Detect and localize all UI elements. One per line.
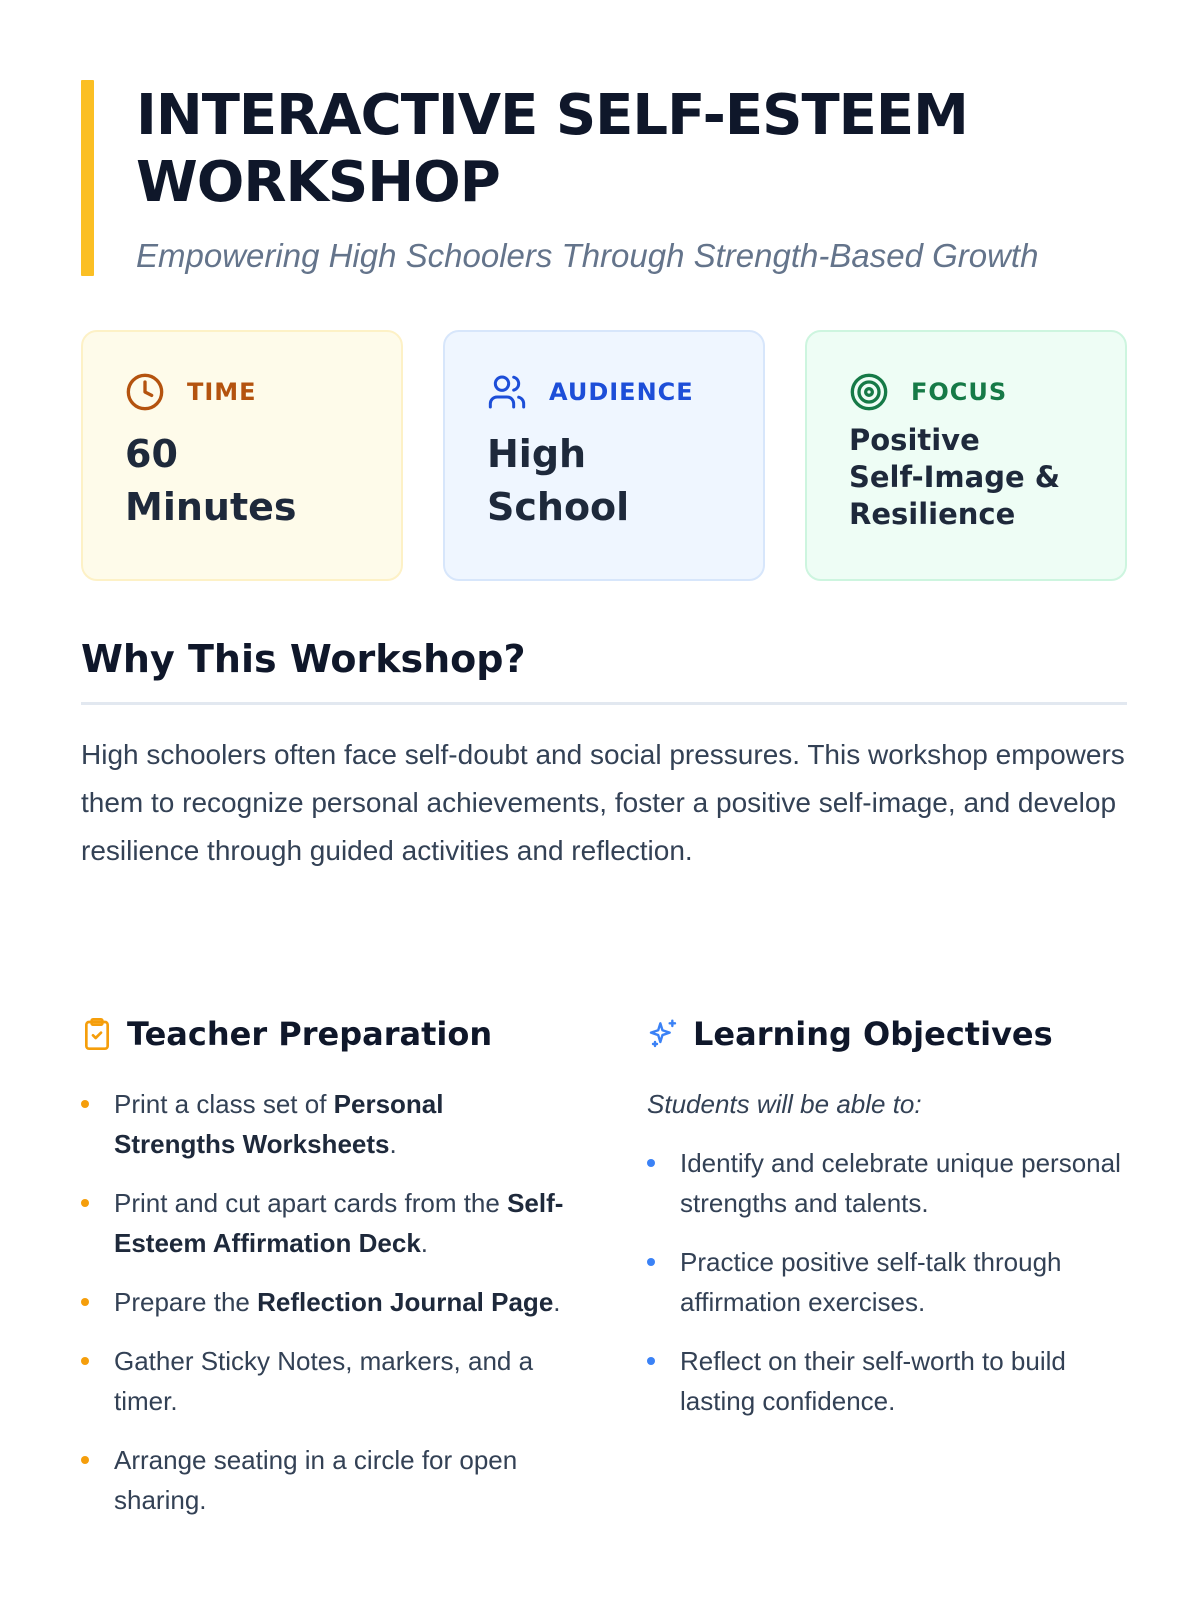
preparation-column: [81, 1010, 571, 1539]
objectives-intro: Students will be able to:: [647, 1089, 922, 1119]
users-icon: [487, 372, 527, 412]
bullet-dot: [81, 1100, 89, 1108]
list-item: [81, 1183, 571, 1263]
item-text: Print and cut apart cards from the: [114, 1188, 508, 1218]
card-time-label: TIME: [187, 378, 257, 406]
list-item: [647, 1341, 1127, 1421]
preparation-list: [81, 1084, 571, 1520]
list-item: [81, 1282, 571, 1322]
bullet-dot: [81, 1298, 89, 1306]
item-bold: Reflection Journal Page: [257, 1287, 554, 1317]
card-focus-value: Positive Self-Image & Resilience: [849, 423, 1061, 531]
clock-icon: [125, 372, 165, 412]
item-text: Identify and celebrate unique personal strengths and talents.: [680, 1148, 1121, 1218]
item-text: Print a class set of: [114, 1089, 334, 1119]
page-header: [81, 80, 1127, 276]
card-focus-label: FOCUS: [911, 378, 1008, 406]
workshop-page: [81, 80, 1127, 1515]
card-time-header: [125, 372, 361, 412]
preparation-header: [81, 1010, 571, 1058]
card-time: [81, 330, 403, 581]
objectives-list: [647, 1143, 1127, 1421]
two-column-section: [81, 1010, 1127, 1539]
page-subtitle: Empowering High Schoolers Through Strength-Based Growth: [136, 237, 1039, 274]
item-text: Arrange seating in a circle for open sharing.: [114, 1445, 518, 1515]
header-accent-bar: [81, 80, 94, 276]
target-icon: [849, 372, 889, 412]
card-audience-label: AUDIENCE: [549, 378, 694, 406]
card-audience: [443, 330, 765, 581]
list-item: [81, 1341, 571, 1421]
item-suffix: .: [389, 1129, 397, 1159]
objectives-header: [647, 1010, 1127, 1058]
list-item: [81, 1440, 571, 1520]
list-item: [647, 1143, 1127, 1223]
item-bold: Personal Strengths Worksheets: [114, 1089, 444, 1159]
objectives-title: Learning Objectives: [693, 1015, 1053, 1053]
why-text: High schoolers often face self-doubt and social pressures. This workshop empowers them to recognize personal achievements, foster a positive self-image, and develop resilience through guided activities and reflection.: [81, 739, 1125, 866]
bullet-dot: [647, 1357, 655, 1365]
why-section: [81, 635, 1127, 875]
sparkles-icon: [647, 1016, 679, 1052]
card-audience-value: High School: [487, 432, 630, 529]
card-focus-header: [849, 372, 1085, 412]
item-text: Prepare the: [114, 1287, 258, 1317]
page-title: INTERACTIVE SELF-ESTEEM WORKSHOP: [136, 83, 968, 215]
bullet-dot: [81, 1456, 89, 1464]
item-text: Practice positive self-talk through affirmation exercises.: [680, 1247, 1062, 1317]
bullet-dot: [647, 1258, 655, 1266]
card-audience-header: [487, 372, 723, 412]
bullet-dot: [647, 1159, 655, 1167]
bullet-dot: [81, 1199, 89, 1207]
preparation-title: Teacher Preparation: [127, 1015, 493, 1053]
objectives-column: [647, 1010, 1127, 1539]
list-item: [647, 1242, 1127, 1322]
item-suffix: .: [553, 1287, 561, 1317]
item-text: Reflect on their self-worth to build lasting confidence.: [680, 1346, 1066, 1416]
bullet-dot: [81, 1357, 89, 1365]
item-suffix: .: [420, 1228, 429, 1258]
list-item: [81, 1084, 571, 1164]
why-title: Why This Workshop?: [81, 637, 526, 681]
item-text: Gather Sticky Notes, markers, and a timer.: [114, 1346, 534, 1416]
card-time-value: 60 Minutes: [125, 432, 297, 529]
section-divider: [81, 702, 1127, 705]
clipboard-icon: [81, 1016, 113, 1052]
info-cards: [81, 330, 1127, 581]
card-focus: [805, 330, 1127, 581]
item-bold: Self-Esteem Affirmation Deck: [114, 1188, 564, 1258]
